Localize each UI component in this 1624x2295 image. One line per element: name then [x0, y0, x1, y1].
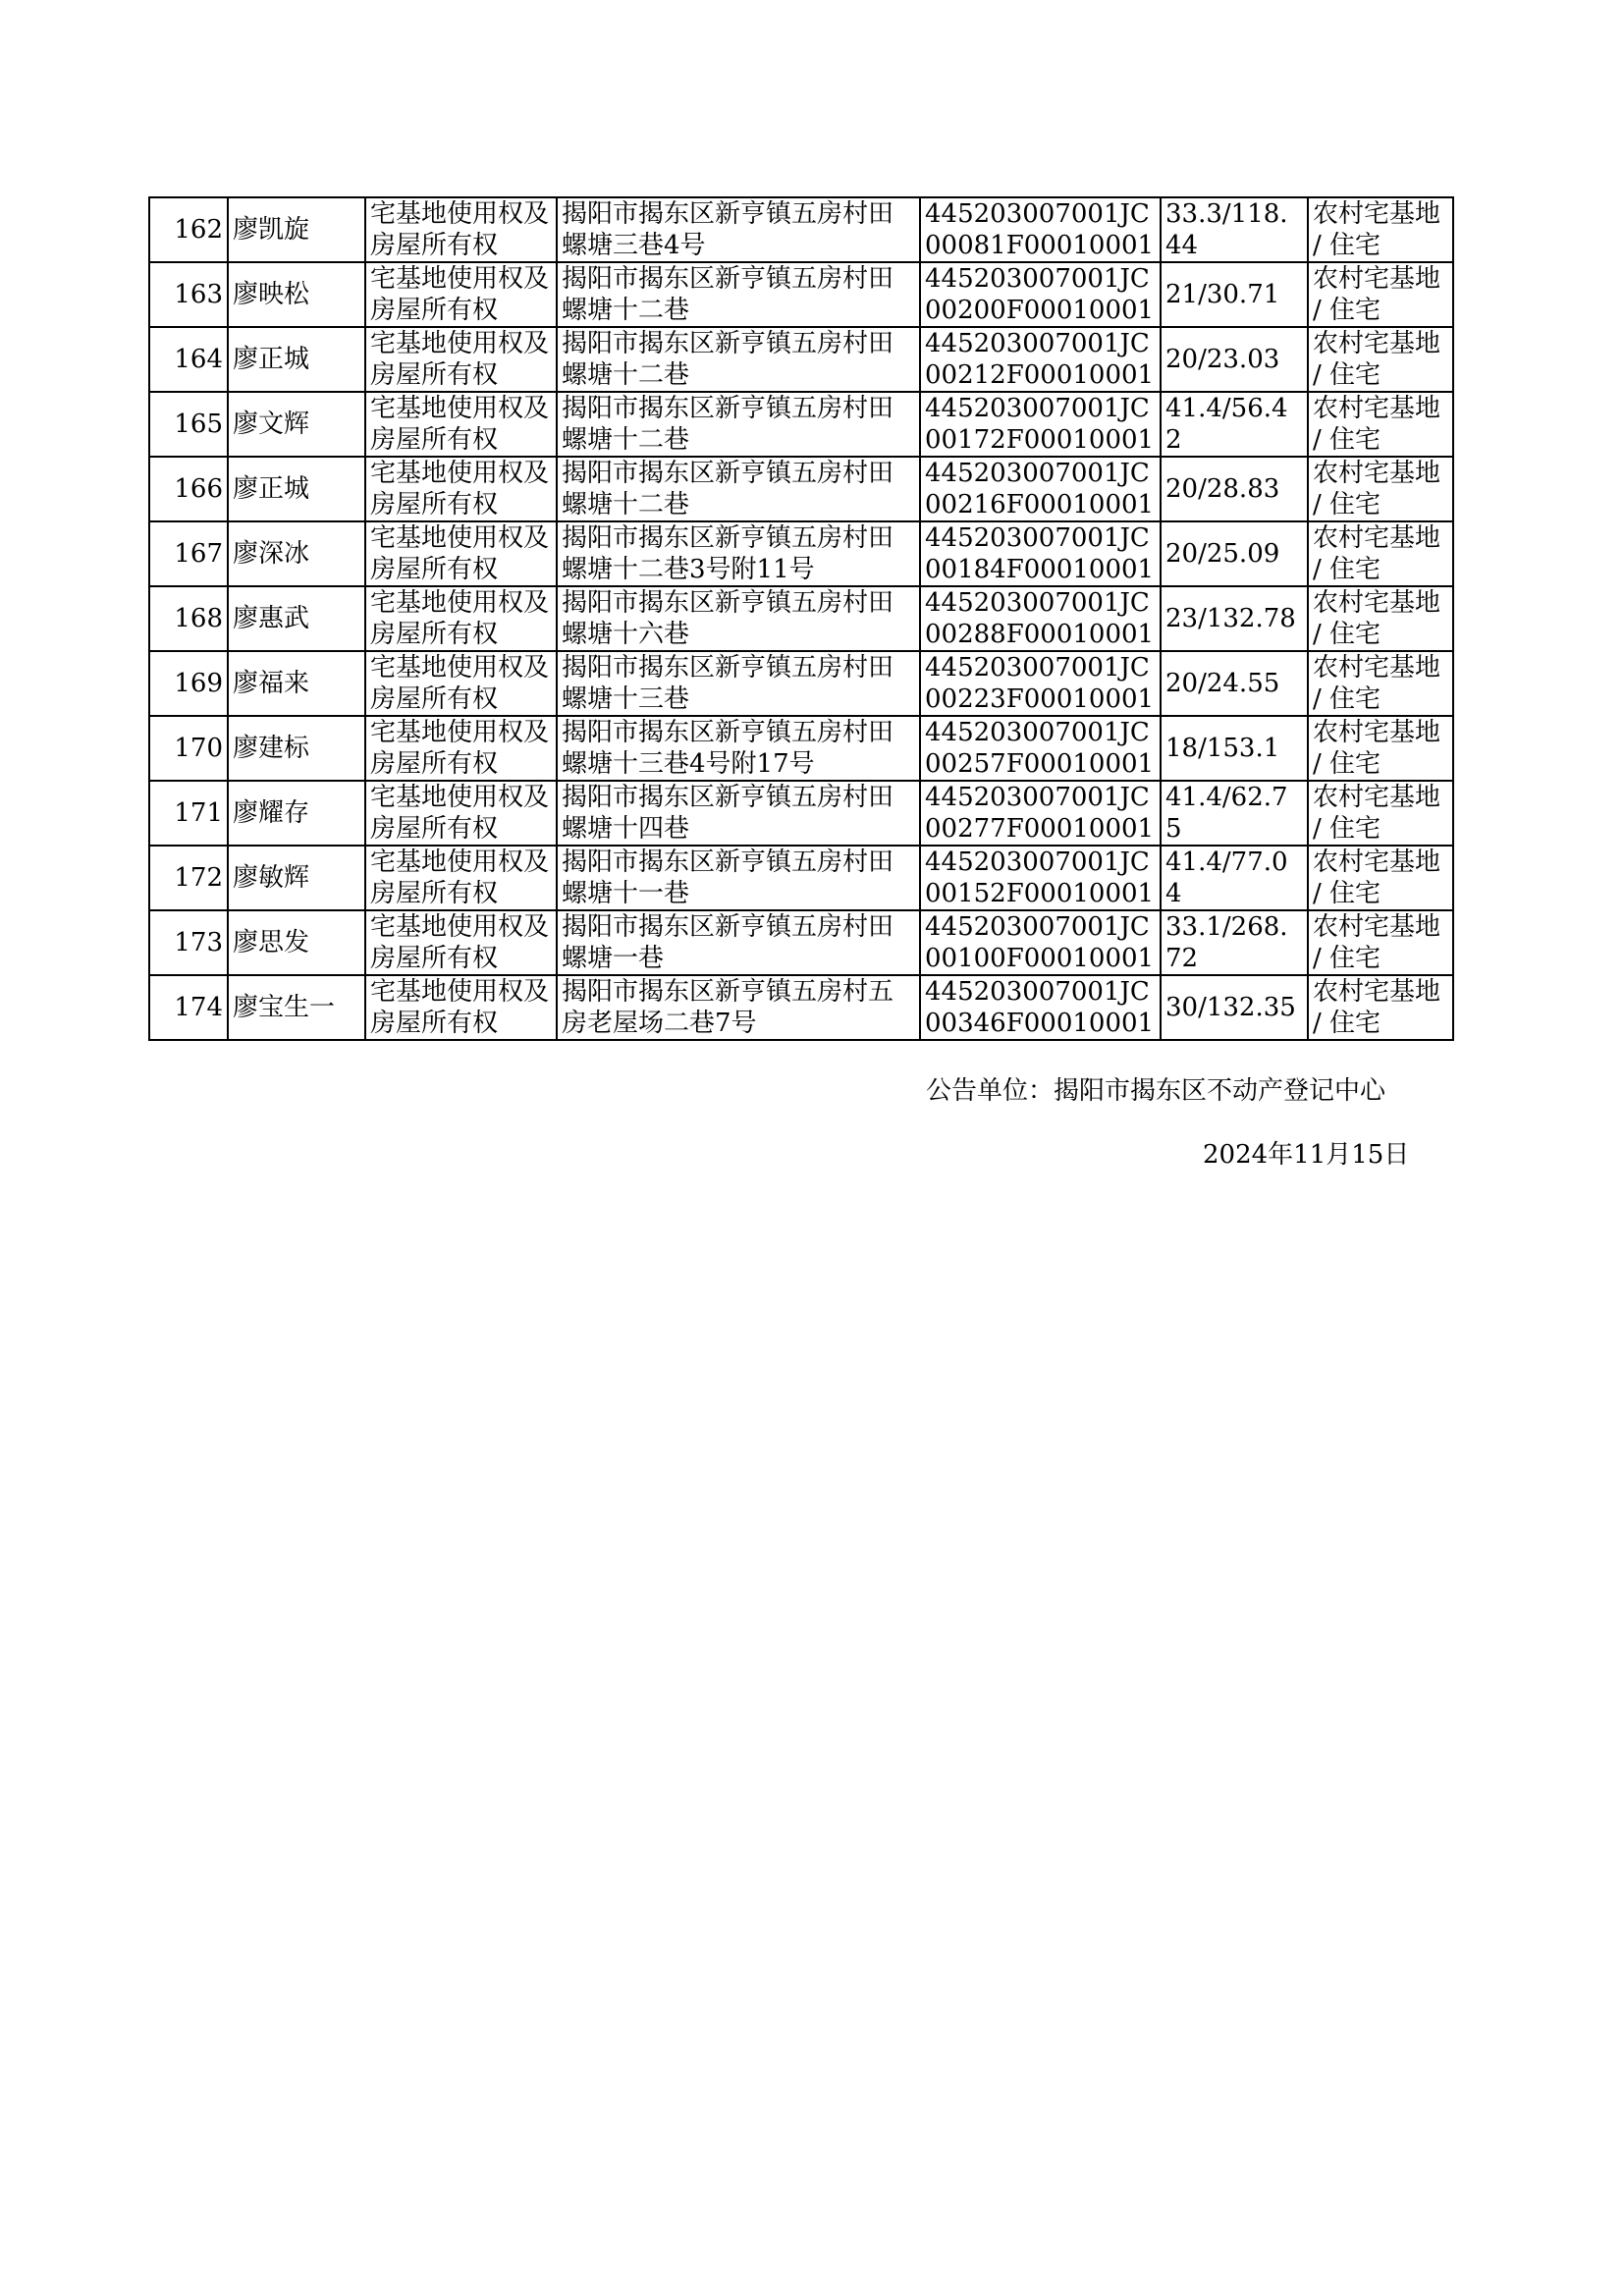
right-type: 宅基地使用权及房屋所有权	[365, 327, 557, 392]
row-number: 163	[149, 262, 228, 327]
land-use: 农村宅基地 / 住宅	[1308, 521, 1453, 586]
owner-name: 廖惠武	[228, 586, 365, 651]
table-row	[149, 716, 1453, 781]
owner-name: 廖正城	[228, 327, 365, 392]
table-row	[149, 457, 1453, 521]
unit-code: 445203007001JC00200F00010001	[920, 262, 1161, 327]
area-value: 30/132.35	[1161, 975, 1308, 1040]
unit-code: 445203007001JC00081F00010001	[920, 197, 1161, 262]
row-number: 173	[149, 910, 228, 975]
property-address: 揭阳市揭东区新亨镇五房村田螺塘十二巷	[557, 327, 920, 392]
unit-code: 445203007001JC00172F00010001	[920, 392, 1161, 457]
unit-code: 445203007001JC00277F00010001	[920, 781, 1161, 846]
right-type: 宅基地使用权及房屋所有权	[365, 262, 557, 327]
property-address: 揭阳市揭东区新亨镇五房村田螺塘十二巷	[557, 457, 920, 521]
row-number: 168	[149, 586, 228, 651]
land-use: 农村宅基地 / 住宅	[1308, 781, 1453, 846]
property-address: 揭阳市揭东区新亨镇五房村田螺塘三巷4号	[557, 197, 920, 262]
unit-code: 445203007001JC00346F00010001	[920, 975, 1161, 1040]
land-use: 农村宅基地 / 住宅	[1308, 910, 1453, 975]
right-type: 宅基地使用权及房屋所有权	[365, 846, 557, 910]
property-address: 揭阳市揭东区新亨镇五房村田螺塘十三巷4号附17号	[557, 716, 920, 781]
table-row	[149, 975, 1453, 1040]
right-type: 宅基地使用权及房屋所有权	[365, 586, 557, 651]
announcement-date: 2024年11月15日	[1203, 1140, 1410, 1170]
property-address: 揭阳市揭东区新亨镇五房村田螺塘十一巷	[557, 846, 920, 910]
unit-code: 445203007001JC00216F00010001	[920, 457, 1161, 521]
property-address: 揭阳市揭东区新亨镇五房村田螺塘十四巷	[557, 781, 920, 846]
area-value: 33.3/118.44	[1161, 197, 1308, 262]
unit-code: 445203007001JC00257F00010001	[920, 716, 1161, 781]
area-value: 21/30.71	[1161, 262, 1308, 327]
owner-name: 廖思发	[228, 910, 365, 975]
owner-name: 廖文辉	[228, 392, 365, 457]
registration-table	[148, 196, 1454, 1041]
owner-name: 廖深冰	[228, 521, 365, 586]
area-value: 20/25.09	[1161, 521, 1308, 586]
area-value: 18/153.1	[1161, 716, 1308, 781]
right-type: 宅基地使用权及房屋所有权	[365, 392, 557, 457]
unit-code: 445203007001JC00223F00010001	[920, 651, 1161, 716]
area-value: 41.4/77.04	[1161, 846, 1308, 910]
owner-name: 廖凯旋	[228, 197, 365, 262]
area-value: 20/28.83	[1161, 457, 1308, 521]
row-number: 170	[149, 716, 228, 781]
land-use: 农村宅基地 / 住宅	[1308, 716, 1453, 781]
table-row	[149, 327, 1453, 392]
row-number: 162	[149, 197, 228, 262]
row-number: 169	[149, 651, 228, 716]
row-number: 171	[149, 781, 228, 846]
owner-name: 廖耀存	[228, 781, 365, 846]
table-row	[149, 197, 1453, 262]
right-type: 宅基地使用权及房屋所有权	[365, 651, 557, 716]
area-value: 41.4/56.42	[1161, 392, 1308, 457]
owner-name: 廖建标	[228, 716, 365, 781]
unit-code: 445203007001JC00184F00010001	[920, 521, 1161, 586]
table-row	[149, 586, 1453, 651]
area-value: 20/24.55	[1161, 651, 1308, 716]
row-number: 174	[149, 975, 228, 1040]
table-row	[149, 910, 1453, 975]
property-address: 揭阳市揭东区新亨镇五房村田螺塘十二巷	[557, 392, 920, 457]
property-address: 揭阳市揭东区新亨镇五房村田螺塘十二巷	[557, 262, 920, 327]
land-use: 农村宅基地 / 住宅	[1308, 651, 1453, 716]
owner-name: 廖映松	[228, 262, 365, 327]
unit-code: 445203007001JC00152F00010001	[920, 846, 1161, 910]
table-row	[149, 392, 1453, 457]
property-address: 揭阳市揭东区新亨镇五房村田螺塘十三巷	[557, 651, 920, 716]
land-use: 农村宅基地 / 住宅	[1308, 846, 1453, 910]
property-address: 揭阳市揭东区新亨镇五房村田螺塘一巷	[557, 910, 920, 975]
table-row	[149, 781, 1453, 846]
unit-code: 445203007001JC00212F00010001	[920, 327, 1161, 392]
row-number: 166	[149, 457, 228, 521]
table-body	[149, 197, 1453, 1040]
owner-name: 廖宝生一	[228, 975, 365, 1040]
row-number: 167	[149, 521, 228, 586]
land-use: 农村宅基地 / 住宅	[1308, 327, 1453, 392]
right-type: 宅基地使用权及房屋所有权	[365, 521, 557, 586]
right-type: 宅基地使用权及房屋所有权	[365, 781, 557, 846]
land-use: 农村宅基地 / 住宅	[1308, 197, 1453, 262]
announcing-unit: 公告单位：揭阳市揭东区不动产登记中心	[926, 1076, 1386, 1106]
land-use: 农村宅基地 / 住宅	[1308, 586, 1453, 651]
right-type: 宅基地使用权及房屋所有权	[365, 716, 557, 781]
right-type: 宅基地使用权及房屋所有权	[365, 975, 557, 1040]
row-number: 165	[149, 392, 228, 457]
table-row	[149, 262, 1453, 327]
property-address: 揭阳市揭东区新亨镇五房村田螺塘十六巷	[557, 586, 920, 651]
owner-name: 廖福来	[228, 651, 365, 716]
owner-name: 廖敏辉	[228, 846, 365, 910]
row-number: 164	[149, 327, 228, 392]
row-number: 172	[149, 846, 228, 910]
area-value: 23/132.78	[1161, 586, 1308, 651]
property-address: 揭阳市揭东区新亨镇五房村五房老屋场二巷7号	[557, 975, 920, 1040]
area-value: 20/23.03	[1161, 327, 1308, 392]
land-use: 农村宅基地 / 住宅	[1308, 975, 1453, 1040]
right-type: 宅基地使用权及房屋所有权	[365, 457, 557, 521]
land-use: 农村宅基地 / 住宅	[1308, 392, 1453, 457]
table-row	[149, 846, 1453, 910]
owner-name: 廖正城	[228, 457, 365, 521]
area-value: 41.4/62.75	[1161, 781, 1308, 846]
right-type: 宅基地使用权及房屋所有权	[365, 910, 557, 975]
unit-code: 445203007001JC00100F00010001	[920, 910, 1161, 975]
area-value: 33.1/268.72	[1161, 910, 1308, 975]
table-row	[149, 521, 1453, 586]
table-row	[149, 651, 1453, 716]
unit-code: 445203007001JC00288F00010001	[920, 586, 1161, 651]
right-type: 宅基地使用权及房屋所有权	[365, 197, 557, 262]
property-address: 揭阳市揭东区新亨镇五房村田螺塘十二巷3号附11号	[557, 521, 920, 586]
land-use: 农村宅基地 / 住宅	[1308, 262, 1453, 327]
land-use: 农村宅基地 / 住宅	[1308, 457, 1453, 521]
